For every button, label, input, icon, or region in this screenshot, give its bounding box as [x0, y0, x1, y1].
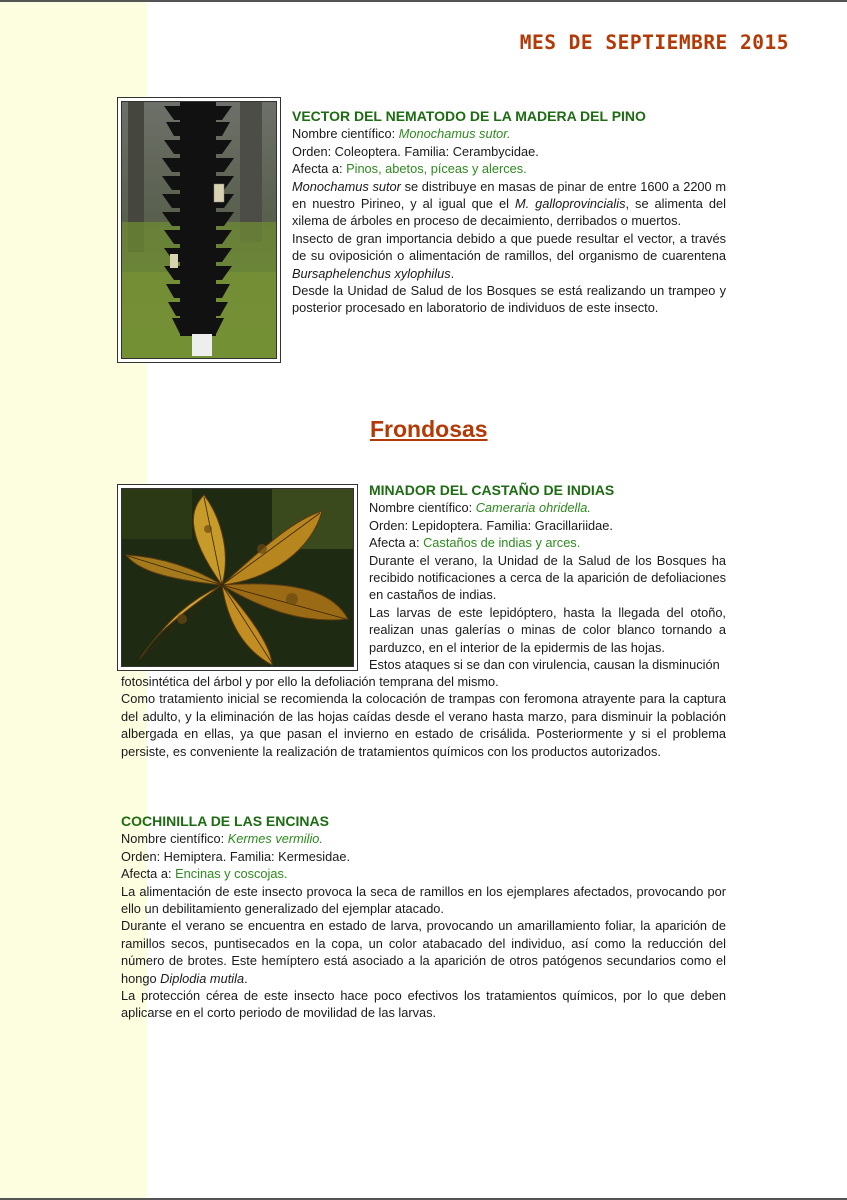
paragraph: Como tratamiento inicial se recomienda la colocación de trampas con feromona atrayente para la captura del adulto, y la eliminación de las hojas caídas desde el verano hasta marzo, para disminuir la población albergada en ellas, ya que pasan el invierno en estado de crisálida. Posteriormente y si el problema persiste, es conveniente la realización de tratamientos químicos con los productos autorizados. [121, 691, 726, 759]
paragraph: La protección cérea de este insecto hace poco efectivos los tratamientos químicos, por lo que deben aplicarse en el corto periodo de movilidad de las larvas. [121, 988, 726, 1021]
section-cameraria-header [369, 482, 726, 673]
page-title: MES DE SEPTIEMBRE 2015 [519, 31, 789, 54]
order-line: Orden: Coleoptera. Familia: Cerambycidae. [292, 143, 539, 159]
section-title: MINADOR DEL CASTAÑO DE INDIAS [369, 482, 615, 498]
affects-hosts: Pinos, abetos, píceas y alerces. [346, 161, 527, 177]
species-name: Kermes vermilio. [227, 831, 323, 847]
affects-hosts: Castaños de indias y arces. [423, 535, 581, 551]
chestnut-leaf-photo [117, 484, 358, 671]
order-line: Orden: Hemiptera. Familia: Kermesidae. [121, 848, 351, 864]
paragraph: fotosintética del árbol y por ello la defoliación temprana del mismo. [121, 674, 499, 689]
paragraph: Desde la Unidad de Salud de los Bosques se está realizando un trampeo y posterior procesado en laboratorio de individuos de este insecto. [292, 283, 726, 316]
paragraph: Estos ataques si se dan con virulencia, causan la disminución [369, 657, 720, 673]
paragraph: Las larvas de este lepidóptero, hasta la llegada del otoño, realizan unas galerías o minas de color blanco tornando a parduzco, en el interior de la epidermis de las hojas. [369, 604, 726, 655]
scientific-name-line: Nombre científico: Cameraria ohridella. [369, 500, 591, 516]
affects-line: Afecta a: Castaños de indias y arces. [369, 535, 581, 551]
scientific-name-line: Nombre científico: Kermes vermilio. [121, 831, 323, 847]
scientific-name-line: Nombre científico: Monochamus sutor. [292, 126, 511, 142]
species-name: Cameraria ohridella. [475, 500, 591, 516]
section-kermes [121, 813, 726, 1022]
section-cameraria-body [121, 673, 726, 760]
species-name: Monochamus sutor. [398, 126, 511, 142]
paragraph: Durante el verano, la Unidad de la Salud de los Bosques ha recibido notificaciones a cerca de la aparición de defoliaciones en castaños de indias. [369, 552, 726, 603]
section-title: VECTOR DEL NEMATODO DE LA MADERA DEL PINO [292, 108, 646, 124]
trap-photo [117, 97, 281, 363]
affects-hosts: Encinas y coscojas. [175, 866, 288, 882]
affects-line: Afecta a: Encinas y coscojas. [121, 866, 288, 882]
paragraph: Insecto de gran importancia debido a que puede resultar el vector, a través de su oviposición o alimentación de ramillos, del organismo de cuarentena Bursaphelenchus xylophilus. [292, 230, 726, 281]
frondosas-heading: Frondosas [370, 416, 488, 442]
section-monochamus [292, 108, 726, 317]
section-title: COCHINILLA DE LAS ENCINAS [121, 813, 329, 829]
paragraph: La alimentación de este insecto provoca la seca de ramillos en los ejemplares afectados, provocando por ello un debilitamiento generalizado del ejemplar atacado. [121, 883, 726, 917]
paragraph: Durante el verano se encuentra en estado de larva, provocando un amarillamiento foliar, la aparición de ramillos secos, puntisecados en la copa, un color atabacado del individuo, así como la reducción del número de brotes. Este hemíptero está asociado a la aparición de otros patógenos secundarios como el hongo Diplodia mutila. [121, 918, 726, 986]
affects-line: Afecta a: Pinos, abetos, píceas y alerces. [292, 161, 527, 177]
order-line: Orden: Lepidoptera. Familia: Gracillariidae. [369, 517, 613, 533]
paragraph: Monochamus sutor se distribuye en masas de pinar de entre 1600 a 2200 m en nuestro Pirineo, y al igual que el M. galloprovincialis, se alimenta del xilema de árboles en proceso de decaimiento, derribados o muertos. [292, 178, 727, 229]
